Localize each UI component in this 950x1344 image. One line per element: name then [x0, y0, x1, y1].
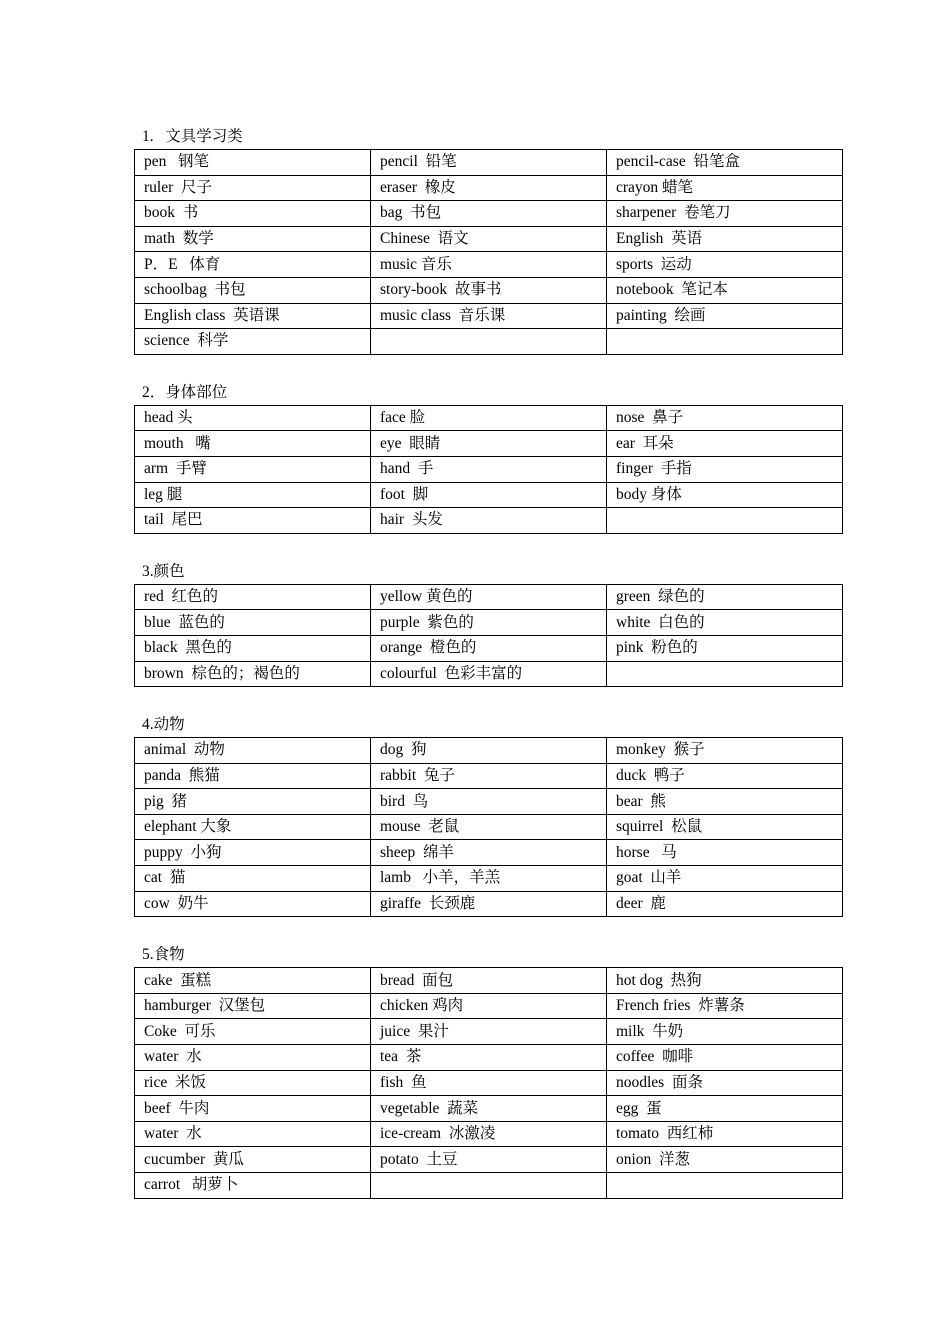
table-row	[135, 814, 843, 840]
table-cell: cake 蛋糕	[135, 968, 371, 994]
table-row	[135, 1121, 843, 1147]
table-cell	[371, 1173, 607, 1199]
table-cell: animal 动物	[135, 738, 371, 764]
table-cell: fish 鱼	[371, 1070, 607, 1096]
table-row	[135, 1147, 843, 1173]
table-cell	[607, 661, 843, 687]
table-cell: pig 猪	[135, 789, 371, 815]
table-cell: nose 鼻子	[607, 405, 843, 431]
table-row	[135, 226, 843, 252]
vocab-table	[134, 737, 843, 917]
table-cell: rabbit 兔子	[371, 763, 607, 789]
table-cell: music class 音乐课	[371, 303, 607, 329]
table-cell: pencil-case 铅笔盒	[607, 150, 843, 176]
table-cell: purple 紫色的	[371, 610, 607, 636]
table-cell: milk 牛奶	[607, 1019, 843, 1045]
table-cell: eye 眼睛	[371, 431, 607, 457]
table-row	[135, 405, 843, 431]
table-cell: monkey 猴子	[607, 738, 843, 764]
table-cell	[607, 1173, 843, 1199]
table-row	[135, 508, 843, 534]
table-cell: French fries 炸薯条	[607, 993, 843, 1019]
table-cell	[607, 329, 843, 355]
table-row	[135, 201, 843, 227]
table-cell: carrot 胡萝卜	[135, 1173, 371, 1199]
table-row	[135, 866, 843, 892]
table-cell: hot dog 热狗	[607, 968, 843, 994]
vocab-table	[134, 584, 843, 687]
table-cell: deer 鹿	[607, 891, 843, 917]
table-cell: juice 果汁	[371, 1019, 607, 1045]
table-cell: water 水	[135, 1045, 371, 1071]
table-cell: story-book 故事书	[371, 277, 607, 303]
table-row	[135, 482, 843, 508]
table-cell: yellow 黄色的	[371, 584, 607, 610]
table-cell: puppy 小狗	[135, 840, 371, 866]
table-cell: tail 尾巴	[135, 508, 371, 534]
table-cell: mouth 嘴	[135, 431, 371, 457]
vocab-table	[134, 149, 843, 355]
table-cell: Coke 可乐	[135, 1019, 371, 1045]
table-row	[135, 1045, 843, 1071]
section-title: 4.动物	[142, 716, 185, 734]
table-cell: egg 蛋	[607, 1096, 843, 1122]
table-cell: hair 头发	[371, 508, 607, 534]
table-cell: sharpener 卷笔刀	[607, 201, 843, 227]
table-cell: face 脸	[371, 405, 607, 431]
table-cell	[607, 508, 843, 534]
table-cell: ear 耳朵	[607, 431, 843, 457]
table-cell: water 水	[135, 1121, 371, 1147]
table-cell: horse 马	[607, 840, 843, 866]
table-cell: coffee 咖啡	[607, 1045, 843, 1071]
table-cell: beef 牛肉	[135, 1096, 371, 1122]
table-cell: bag 书包	[371, 201, 607, 227]
table-cell: blue 蓝色的	[135, 610, 371, 636]
table-cell: Chinese 语文	[371, 226, 607, 252]
table-cell: vegetable 蔬菜	[371, 1096, 607, 1122]
table-cell: crayon 蜡笔	[607, 175, 843, 201]
table-cell: leg 腿	[135, 482, 371, 508]
table-cell: rice 米饭	[135, 1070, 371, 1096]
table-row	[135, 993, 843, 1019]
table-cell: brown 棕色的；褐色的	[135, 661, 371, 687]
table-cell: notebook 笔记本	[607, 277, 843, 303]
table-row	[135, 303, 843, 329]
section-title: 2．身体部位	[142, 383, 228, 401]
table-cell: orange 橙色的	[371, 635, 607, 661]
table-row	[135, 635, 843, 661]
table-row	[135, 329, 843, 355]
table-cell: pink 粉色的	[607, 635, 843, 661]
table-row	[135, 1070, 843, 1096]
table-row	[135, 840, 843, 866]
table-cell: tomato 西红柿	[607, 1121, 843, 1147]
table-row	[135, 738, 843, 764]
table-cell: cat 猫	[135, 866, 371, 892]
section-title: 1. 文具学习类	[142, 128, 243, 145]
table-cell: elephant 大象	[135, 814, 371, 840]
table-cell: onion 洋葱	[607, 1147, 843, 1173]
table-cell: English 英语	[607, 226, 843, 252]
table-cell: ice-cream 冰激凌	[371, 1121, 607, 1147]
section-title: 5.食物	[142, 946, 185, 964]
table-cell: lamb 小羊，羊羔	[371, 866, 607, 892]
table-row	[135, 584, 843, 610]
table-cell: giraffe 长颈鹿	[371, 891, 607, 917]
table-cell: black 黑色的	[135, 635, 371, 661]
table-cell: painting 绘画	[607, 303, 843, 329]
table-row	[135, 661, 843, 687]
vocab-table	[134, 405, 843, 534]
table-cell: sports 运动	[607, 252, 843, 278]
table-cell: chicken 鸡肉	[371, 993, 607, 1019]
table-cell: red 红色的	[135, 584, 371, 610]
table-cell: tea 茶	[371, 1045, 607, 1071]
table-cell: white 白色的	[607, 610, 843, 636]
section-colors	[134, 561, 816, 687]
table-row	[135, 1173, 843, 1199]
table-row	[135, 252, 843, 278]
table-row	[135, 150, 843, 176]
table-cell: finger 手指	[607, 456, 843, 482]
table-cell: arm 手臂	[135, 456, 371, 482]
table-row	[135, 1019, 843, 1045]
table-cell: hand 手	[371, 456, 607, 482]
table-cell: schoolbag 书包	[135, 277, 371, 303]
table-cell: pencil 铅笔	[371, 150, 607, 176]
table-cell: bread 面包	[371, 968, 607, 994]
section-animals	[134, 714, 816, 917]
table-cell: body 身体	[607, 482, 843, 508]
table-row	[135, 789, 843, 815]
table-cell: science 科学	[135, 329, 371, 355]
table-cell: colourful 色彩丰富的	[371, 661, 607, 687]
table-cell: goat 山羊	[607, 866, 843, 892]
table-cell: pen 钢笔	[135, 150, 371, 176]
table-row	[135, 1096, 843, 1122]
table-cell: English class 英语课	[135, 303, 371, 329]
vocab-table	[134, 967, 843, 1198]
table-cell: foot 脚	[371, 482, 607, 508]
table-cell: ruler 尺子	[135, 175, 371, 201]
table-cell: bird 鸟	[371, 789, 607, 815]
table-cell: green 绿色的	[607, 584, 843, 610]
section-body-parts	[134, 382, 816, 534]
table-cell: panda 熊猫	[135, 763, 371, 789]
table-row	[135, 968, 843, 994]
table-cell: duck 鸭子	[607, 763, 843, 789]
table-cell: math 数学	[135, 226, 371, 252]
table-row	[135, 891, 843, 917]
table-cell: hamburger 汉堡包	[135, 993, 371, 1019]
table-cell: book 书	[135, 201, 371, 227]
table-cell: noodles 面条	[607, 1070, 843, 1096]
table-cell	[371, 329, 607, 355]
table-cell: bear 熊	[607, 789, 843, 815]
table-cell: squirrel 松鼠	[607, 814, 843, 840]
table-cell: cow 奶牛	[135, 891, 371, 917]
table-cell: music 音乐	[371, 252, 607, 278]
section-title: 3.颜色	[142, 562, 185, 580]
table-row	[135, 610, 843, 636]
table-cell: cucumber 黄瓜	[135, 1147, 371, 1173]
table-cell: P．E 体育	[135, 252, 371, 278]
table-cell: sheep 绵羊	[371, 840, 607, 866]
section-stationery	[134, 126, 816, 355]
table-cell: eraser 橡皮	[371, 175, 607, 201]
table-cell: potato 土豆	[371, 1147, 607, 1173]
table-row	[135, 431, 843, 457]
table-cell: head 头	[135, 405, 371, 431]
table-row	[135, 456, 843, 482]
table-row	[135, 277, 843, 303]
table-cell: dog 狗	[371, 738, 607, 764]
table-cell: mouse 老鼠	[371, 814, 607, 840]
section-food	[134, 944, 816, 1198]
table-row	[135, 763, 843, 789]
vocabulary-document	[134, 126, 816, 1226]
table-row	[135, 175, 843, 201]
